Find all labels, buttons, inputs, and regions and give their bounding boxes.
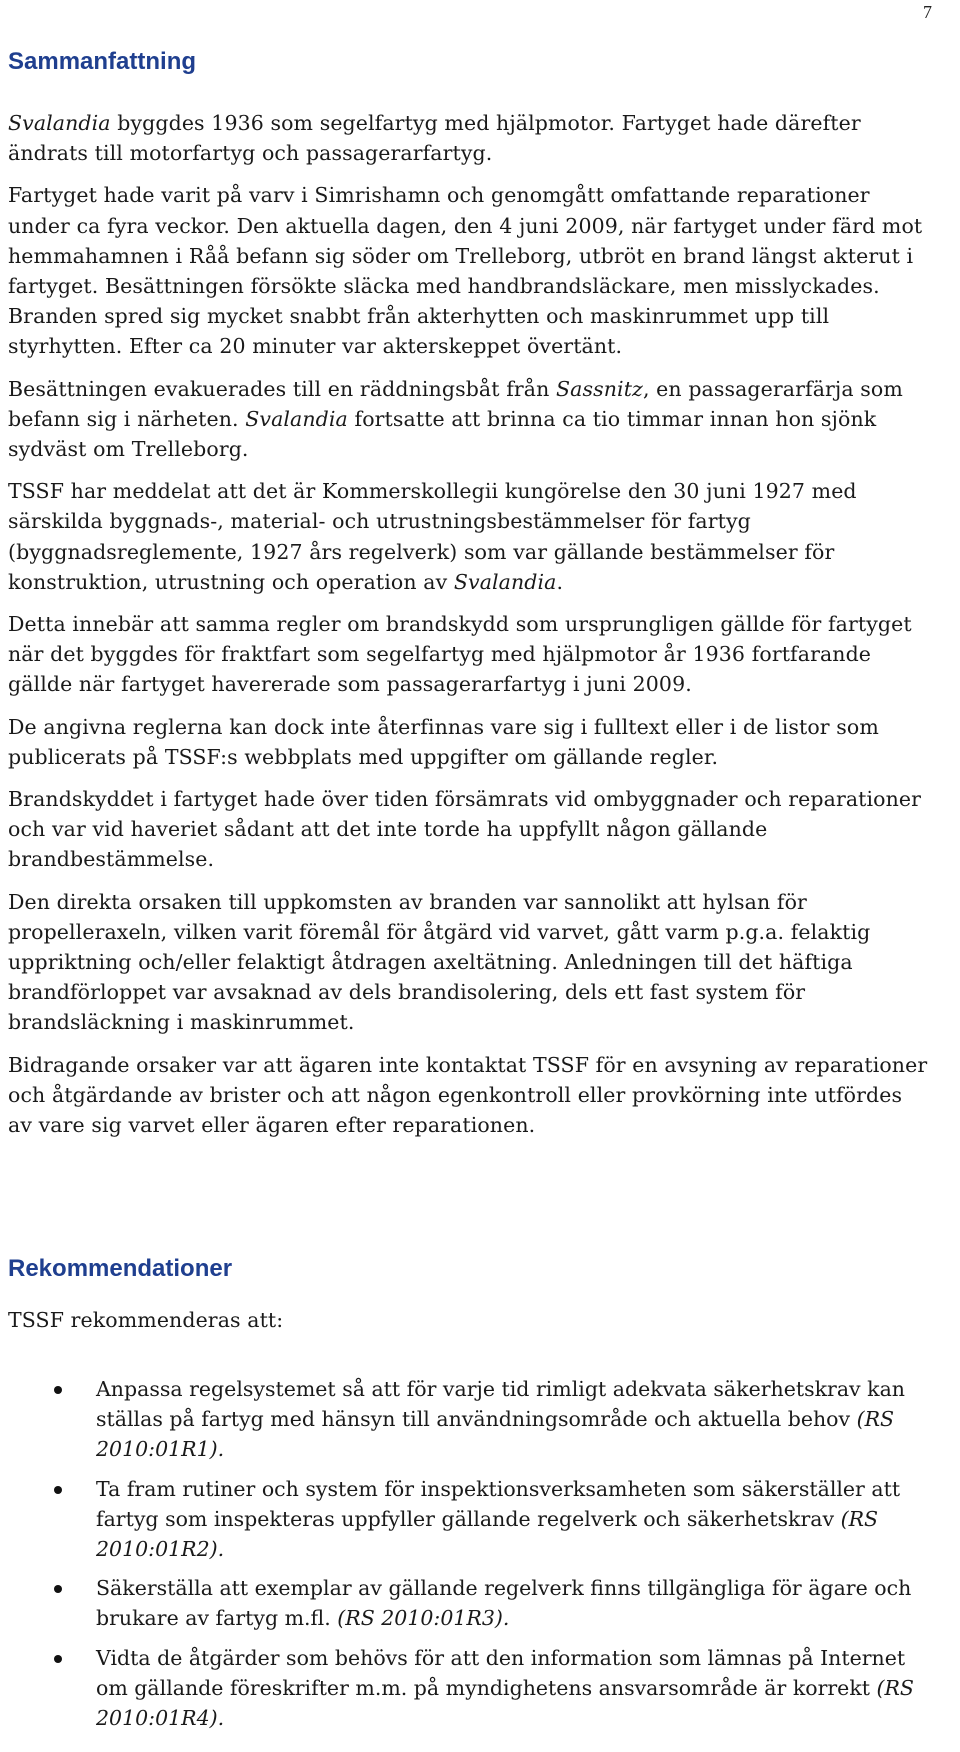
paragraph-text: , en passagerarfärja som befann sig i närheten.	[8, 376, 903, 431]
paragraph-text: fortsatte att brinna ca tio timmar innan hon sjönk sydväst om Trelleborg.	[8, 406, 877, 462]
bullet-icon	[54, 1655, 62, 1663]
summary-paragraph-3	[8, 374, 928, 465]
vessel-name: Svalandia	[8, 111, 111, 135]
summary-paragraph-8: Den direkta orsaken till uppkomsten av branden var sannolikt att hylsan för propelleraxeln, vilken varit föremål för åtgärd vid varvet, gått varm p.g.a. felaktig uppriktning och/eller felaktigt åtdragen axeltätning. Anledningen till det häftiga brandförloppet var avsaknad av dels brandisolering, dels ett fast system för brandsläckning i maskinrummet.	[8, 889, 871, 1035]
paragraph-text: .	[556, 569, 564, 594]
summary-paragraph-9: Bidragande orsaker var att ägaren inte kontaktat TSSF för en avsyning av reparationer och åtgärdande av brister och att någon egenkontroll eller provkörning inte utfördes av vare sig varvet eller ägaren efter reparationen.	[8, 1052, 928, 1138]
recommendations-intro: TSSF rekommenderas att:	[8, 1308, 284, 1332]
ship-name: Sassnitz	[556, 376, 643, 401]
recommendation-text: Säkerställa att exemplar av gällande regelverk finns tillgängliga för ägare och brukare av fartyg m.fl.	[96, 1576, 912, 1631]
bullet-icon	[54, 1585, 62, 1593]
summary-paragraph-7: Brandskyddet i fartyget hade över tiden försämrats vid ombyggnader och reparationer och var vid haveriet sådant att det inte torde ha uppfyllt någon gällande brandbestämmelse.	[8, 787, 922, 872]
bullet-icon	[54, 1486, 62, 1494]
summary-paragraph-4	[8, 476, 928, 597]
summary-paragraph-5: Detta innebär att samma regler om brandskydd som ursprungligen gällde för fartyget när det byggdes för fraktfart som segelfartyg med hjälpmotor år 1936 fortfarande gällde när fartyget havererade som passagerarfartyg i juni 2009.	[8, 612, 912, 697]
summary-paragraph-2: Fartyget hade varit på varv i Simrishamn och genomgått omfattande reparationer under ca fyra veckor. Den aktuella dagen, den 4 juni 2009, när fartyget under färd mot hemmahamnen i Råå befann sig söder om Trelleborg, utbröt en brand längst akterut i fartyget. Besättningen försökte släcka med handbrandsläckare, men misslyckades. Branden spred sig mycket snabbt från akterhytten och maskinrummet upp till styrhytten. Efter ca 20 minuter var akterskeppet övertänt.	[8, 183, 923, 359]
recommendation-reference: (RS 2010:01R2).	[96, 1506, 879, 1562]
recommendations-heading: Rekommendationer	[8, 1255, 233, 1282]
page-number: 7	[923, 2, 932, 22]
summary-paragraph-6: De angivna reglerna kan dock inte återfinnas vare sig i fulltext eller i de listor som publicerats på TSSF:s webbplats med uppgifter om gällande regler.	[8, 714, 879, 769]
paragraph-text: Besättningen evakuerades till en räddningsbåt från	[8, 376, 557, 401]
recommendation-item	[8, 1643, 928, 1734]
paragraph-text: TSSF har meddelat att det är Kommerskollegii kungörelse den 30 juni 1927 med särskilda byggnads-, material- och utrustningsbestämmelser för fartyg (byggnadsreglemente, 1927 års regelverk) som var gällande bestämmelser för konstruktion, utrustning och operation av	[8, 479, 857, 594]
recommendation-reference: (RS 2010:01R3).	[337, 1606, 510, 1631]
vessel-name: Svalandia	[453, 569, 557, 594]
recommendation-text: Vidta de åtgärder som behövs för att den information som lämnas på Internet om gällande föreskrifter m.m. på myndighetens ansvarsområde är korrekt	[96, 1645, 906, 1700]
vessel-name: Svalandia	[245, 406, 348, 431]
recommendation-text: Ta fram rutiner och system för inspektionsverksamheten som säkerställer att fartyg som inspekteras uppfyller gällande regelverk och säkerhetskrav	[96, 1476, 901, 1531]
summary-section	[8, 108, 928, 1152]
paragraph-text: byggdes 1936 som segelfartyg med hjälpmotor. Fartyget hade därefter ändrats till motorfartyg och passagerarfartyg.	[8, 111, 861, 166]
summary-paragraph-1	[8, 108, 928, 168]
bullet-icon	[54, 1386, 62, 1394]
recommendations-list	[8, 1374, 928, 1742]
recommendation-reference: (RS 2010:01R4).	[96, 1675, 914, 1731]
recommendation-item	[8, 1374, 928, 1465]
recommendation-item	[8, 1474, 928, 1565]
recommendation-item	[8, 1573, 928, 1633]
recommendation-reference: (RS 2010:01R1).	[96, 1407, 895, 1462]
summary-heading: Sammanfattning	[8, 48, 197, 75]
recommendation-text: Anpassa regelsystemet så att för varje tid rimligt adekvata säkerhetskrav kan ställas på fartyg med hänsyn till användningsområde och aktuella behov	[96, 1377, 905, 1432]
